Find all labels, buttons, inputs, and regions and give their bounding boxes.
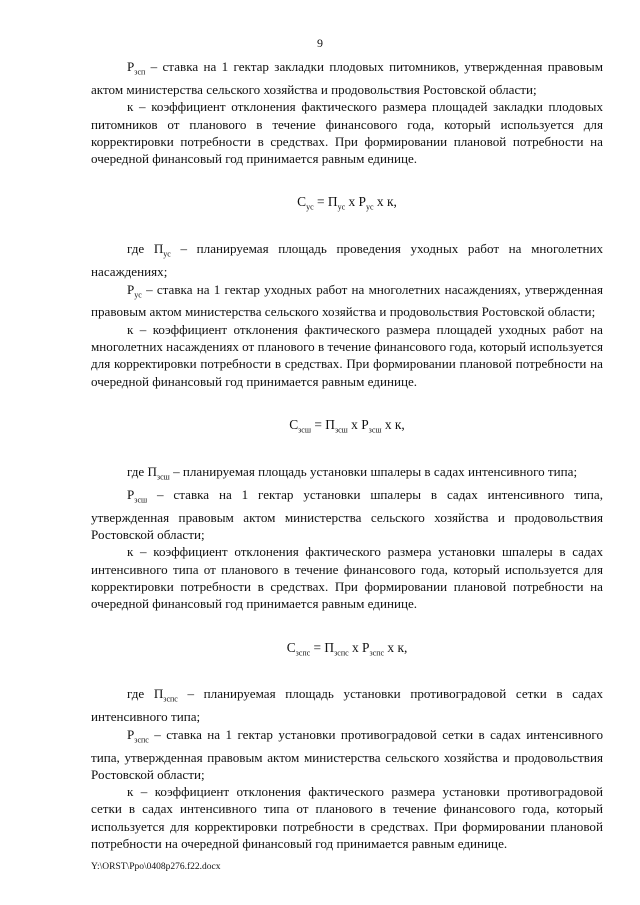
- formula-part: С: [286, 639, 296, 655]
- formula-part: = П: [311, 416, 335, 432]
- paragraph: [91, 98, 603, 167]
- paragraph: [91, 685, 603, 725]
- paragraph-text: к – коэффициент отклонения фактического размера площадей закладки плодовых питомников от планового в течение финансового года, который используется для корректировки потребности в средствах. При формировании плановой потребности на очередной финансовый год принимается равным единице.: [91, 99, 603, 167]
- symbol: где П: [127, 686, 164, 702]
- paragraph-text: – планируемая площадь установки противоградовой сетки в садах интенсивного типа;: [91, 686, 603, 725]
- formula-part: х к,: [384, 639, 408, 655]
- paragraph: [91, 58, 603, 98]
- formula-subscript: ус: [306, 203, 314, 213]
- formula-part: = П: [310, 639, 335, 655]
- formula-subscript: зсш: [334, 425, 348, 435]
- paragraph: [91, 281, 603, 321]
- paragraph: [91, 321, 603, 390]
- formula-part: х к,: [373, 194, 397, 210]
- formula-subscript: зспс: [369, 648, 385, 658]
- paragraph: [91, 240, 603, 280]
- paragraph-text: – ставка на 1 гектар установки противоградовой сетки в садах интенсивного типа, утвержденная правовым актом министерства сельского хозяйства и продовольствия Ростовской области;: [91, 726, 603, 782]
- symbol-subscript: зспс: [163, 695, 178, 705]
- paragraph: [91, 783, 603, 852]
- symbol: где П: [127, 241, 164, 257]
- paragraph-text: – ставка на 1 гектар закладки плодовых питомников, утвержденная правовым актом министерства сельского хозяйства и продовольствия Ростовской области;: [91, 59, 603, 97]
- symbol: Р: [127, 281, 135, 297]
- formula-subscript: зсш: [368, 425, 382, 435]
- paragraph-text: к – коэффициент отклонения фактического размера установки шпалеры в садах интенсивного типа от планового в течение финансового года, который используется для корректировки потребности в средствах. При формировании плановой потребности на очередной финансовый год принимается равным единице.: [91, 544, 603, 612]
- paragraph: [91, 543, 603, 612]
- paragraph-text: – ставка на 1 гектар уходных работ на многолетних насаждениях, утвержденная правовым актом министерства сельского хозяйства и продовольствия Ростовской области;: [91, 281, 603, 320]
- symbol: где П: [127, 463, 157, 479]
- symbol: Р: [127, 726, 135, 742]
- paragraph-text: к – коэффициент отклонения фактического размера установки противоградовой сетки в садах интенсивного типа от планового в течение финансового года, который используется для корректировки потребности в средствах. При формировании плановой потребности на очередной финансовый год принимается равным единице.: [91, 784, 603, 852]
- formula-part: С: [289, 416, 299, 432]
- paragraph: [91, 726, 603, 784]
- paragraph: [91, 463, 603, 486]
- formula: [91, 416, 603, 439]
- formula-subscript: зспс: [334, 648, 349, 658]
- paragraph: [91, 486, 603, 544]
- formula-part: х Р: [345, 194, 366, 210]
- symbol-subscript: ус: [163, 249, 171, 259]
- paragraph-text: – ставка на 1 гектар установки шпалеры в садах интенсивного типа, утвержденная правовым актом министерства сельского хозяйства и продовольствия Ростовской области;: [91, 486, 603, 543]
- formula-subscript: зсш: [298, 425, 312, 435]
- symbol-subscript: зспс: [134, 735, 149, 745]
- formula-part: х Р: [348, 639, 370, 655]
- formula-part: х к,: [381, 416, 405, 432]
- paragraph-text: – планируемая площадь проведения уходных работ на многолетних насаждениях;: [91, 241, 604, 280]
- document-body: [91, 58, 603, 852]
- formula-subscript: ус: [366, 203, 374, 213]
- symbol-subscript: зсш: [134, 495, 148, 505]
- formula-subscript: зспс: [295, 648, 311, 658]
- formula-part: х Р: [347, 416, 369, 432]
- formula: [91, 193, 603, 216]
- symbol-subscript: зсп: [134, 67, 146, 77]
- symbol-subscript: ус: [134, 290, 142, 300]
- symbol-subscript: зсш: [156, 472, 170, 482]
- paragraph-text: к – коэффициент отклонения фактического размера площадей уходных работ на многолетних насаждениях от планового в течение финансового года, который используется для корректировки потребности в средствах. При формировании плановой потребности на очередной финансовый год принимается равным единице.: [91, 321, 603, 389]
- paragraph-text: – планируемая площадь установки шпалеры в садах интенсивного типа;: [169, 463, 578, 479]
- formula-part: С: [297, 194, 307, 210]
- symbol: Р: [127, 486, 135, 502]
- file-path-footer: Y:\ORST\Ppo\0408p276.f22.docx: [91, 862, 221, 872]
- formula-part: = П: [313, 194, 338, 210]
- page-number: 9: [317, 36, 323, 50]
- symbol: Р: [127, 59, 135, 74]
- formula: [91, 639, 603, 662]
- formula-subscript: ус: [337, 203, 346, 213]
